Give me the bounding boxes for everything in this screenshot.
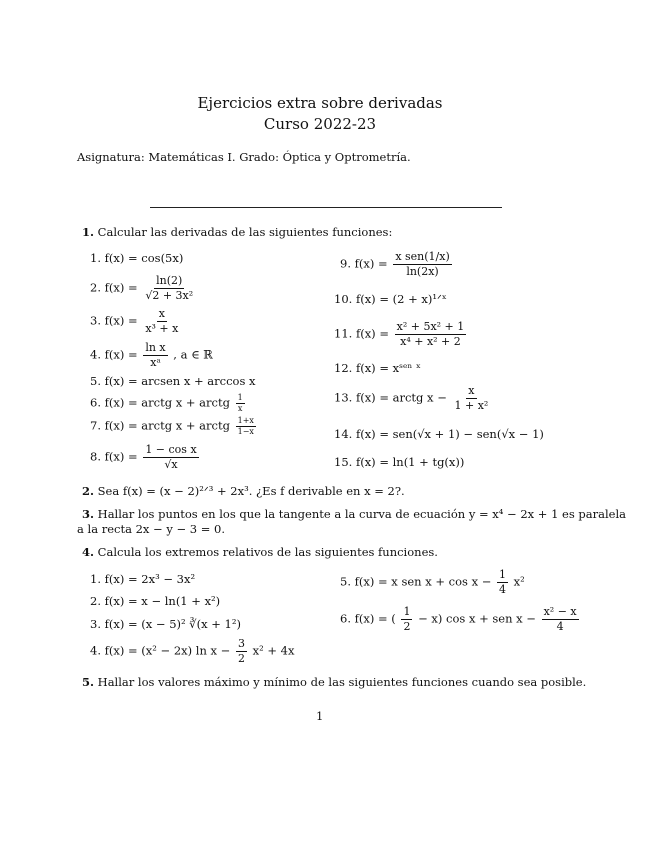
numerator: 1 (237, 393, 243, 402)
list-item (90, 416, 258, 437)
item-number: 4. (90, 643, 101, 658)
list-item (90, 637, 294, 666)
fraction (236, 393, 245, 414)
denominator: ln(2x) (406, 265, 439, 278)
list-item (334, 384, 492, 413)
exercise-3 (82, 507, 626, 521)
item-formula-suffix: x² + 4x (252, 643, 295, 658)
exercise-text: Hallar los valores máximo y mínimo de las siguientes funciones cuando sea posible. (97, 675, 587, 689)
list-item (334, 292, 447, 306)
numerator: 3 (237, 637, 245, 650)
list-item (90, 307, 182, 336)
exercise-number: 5. (82, 675, 95, 689)
item-number: 2. (90, 280, 101, 295)
numerator: x (158, 307, 165, 320)
numerator: x (468, 384, 475, 397)
item-formula: f(x) = ( (354, 611, 396, 626)
list-item (334, 455, 464, 469)
exercise-text: Hallar los puntos en los que la tangente a la curva de ecuación y = x⁴ − 2x + 1 es paralela (97, 507, 626, 521)
list-item (90, 594, 220, 608)
list-item (334, 361, 421, 375)
document-title: Ejercicios extra sobre derivadas (197, 94, 443, 112)
numerator: 1+x (237, 416, 254, 425)
exercise-2 (82, 484, 405, 498)
list-item (90, 274, 197, 303)
item-number: 3. (90, 313, 101, 328)
list-item (334, 427, 544, 441)
item-formula: f(x) = sen(√x + 1) − sen(√x − 1) (355, 427, 544, 441)
item-formula: f(x) = arctg x + arctg (104, 418, 230, 433)
item-number: 1. (90, 251, 101, 265)
exercise-5 (82, 675, 586, 689)
denominator: 2 (403, 620, 411, 633)
item-formula: f(x) = cos(5x) (104, 251, 184, 265)
denominator: √2 + 3x² (145, 289, 194, 302)
item-number: 11. (334, 326, 353, 341)
item-formula: f(x) = x − ln(1 + x²) (104, 594, 221, 608)
list-item (90, 374, 256, 388)
item-number: 14. (334, 427, 353, 441)
numerator: x² − x (543, 605, 577, 618)
list-item (340, 568, 525, 597)
fraction (497, 568, 508, 597)
denominator: xᵃ (150, 356, 161, 369)
item-number: 10. (334, 292, 353, 306)
item-number: 6. (90, 395, 101, 410)
list-item (90, 617, 241, 631)
denominator: 1−x (237, 427, 254, 436)
item-formula: f(x) = arcsen x + arccos x (104, 374, 256, 388)
item-formula: f(x) = ln(1 + tg(x)) (355, 455, 465, 469)
item-number: 3. (90, 617, 101, 631)
item-formula: f(x) = x sen x + cos x − (354, 574, 492, 589)
item-number: 13. (334, 390, 353, 405)
fraction (236, 637, 247, 666)
fraction (143, 307, 180, 336)
item-number: 5. (90, 374, 101, 388)
item-formula: f(x) = (104, 313, 138, 328)
item-formula: f(x) = (2 + x)¹ᐟˣ (355, 292, 447, 306)
fraction (236, 416, 256, 437)
numerator: 1 − cos x (145, 443, 197, 456)
item-number: 8. (90, 449, 101, 464)
item-formula: f(x) = arctg x + arctg (104, 395, 230, 410)
exercise-1-heading (82, 225, 392, 239)
list-item (340, 250, 454, 279)
item-number: 7. (90, 418, 101, 433)
denominator: x³ + x (145, 322, 179, 335)
item-formula-suffix: x² (513, 574, 525, 589)
item-number: 15. (334, 455, 353, 469)
item-formula-suffix: , a ∈ ℝ (173, 347, 213, 362)
fraction (393, 250, 451, 279)
denominator: x (237, 404, 243, 413)
fraction (143, 341, 167, 370)
item-formula-middle: − x) cos x + sen x − (418, 611, 536, 626)
item-number: 12. (334, 361, 353, 375)
numerator: 1 (499, 568, 506, 581)
item-formula: f(x) = (104, 347, 138, 362)
item-formula: f(x) = 2x³ − 3x² (104, 572, 196, 586)
denominator: x⁴ + x² + 2 (400, 335, 461, 348)
fraction (401, 605, 412, 634)
item-number: 2. (90, 594, 101, 608)
list-item (90, 393, 247, 414)
item-formula: f(x) = (104, 449, 138, 464)
item-formula: f(x) = arctg x − (355, 390, 447, 405)
numerator: ln(2) (156, 274, 183, 287)
item-formula: f(x) = (104, 280, 138, 295)
denominator: 4 (499, 583, 506, 596)
list-item (340, 605, 581, 634)
exercise-number: 1. (82, 225, 95, 239)
list-item (90, 251, 183, 265)
numerator: ln x (145, 341, 166, 354)
fraction (452, 384, 490, 413)
item-formula: f(x) = xˢᵉⁿ ˣ (355, 361, 421, 375)
exercise-number: 4. (82, 545, 95, 559)
document-subtitle: Curso 2022-23 (263, 115, 377, 133)
numerator: x sen(1/x) (395, 250, 450, 263)
exercise-3-continuation: a la recta 2x − y − 3 = 0. (77, 522, 226, 536)
numerator: 1 (403, 605, 411, 618)
exercise-number: 2. (82, 484, 95, 498)
denominator: √x (164, 458, 178, 471)
item-number: 4. (90, 347, 101, 362)
course-info: Asignatura: Matemáticas I. Grado: Óptica y Optrometría. (77, 150, 411, 164)
item-formula: f(x) = (355, 326, 389, 341)
list-item (90, 341, 213, 370)
item-formula: f(x) = (x² − 2x) ln x − (104, 643, 231, 658)
item-formula: f(x) = (x − 5)² ∛(x + 1²) (104, 617, 241, 631)
exercise-text: Calcular las derivadas de las siguientes funciones: (97, 225, 393, 239)
page-number: 1 (316, 709, 324, 723)
exercise-text: Sea f(x) = (x − 2)²ᐟ³ + 2x³. ¿Es f derivable en x = 2?. (97, 484, 405, 498)
item-formula: f(x) = (354, 256, 388, 271)
exercise-4-heading (82, 545, 438, 559)
exercise-text: Calcula los extremos relativos de las siguientes funciones. (97, 545, 438, 559)
denominator: 4 (556, 620, 564, 633)
item-number: 6. (340, 611, 351, 626)
list-item (90, 572, 195, 586)
denominator: 2 (237, 652, 245, 665)
item-number: 5. (340, 574, 351, 589)
fraction (143, 443, 198, 472)
denominator: 1 + x² (454, 399, 489, 412)
fraction (395, 320, 467, 349)
numerator: x² + 5x² + 1 (396, 320, 465, 333)
list-item (90, 443, 201, 472)
item-number: 1. (90, 572, 101, 586)
exercise-number: 3. (82, 507, 95, 521)
separator-rule (150, 207, 502, 208)
list-item (334, 320, 468, 349)
item-number: 9. (340, 256, 351, 271)
fraction (143, 274, 195, 303)
fraction (542, 605, 579, 634)
